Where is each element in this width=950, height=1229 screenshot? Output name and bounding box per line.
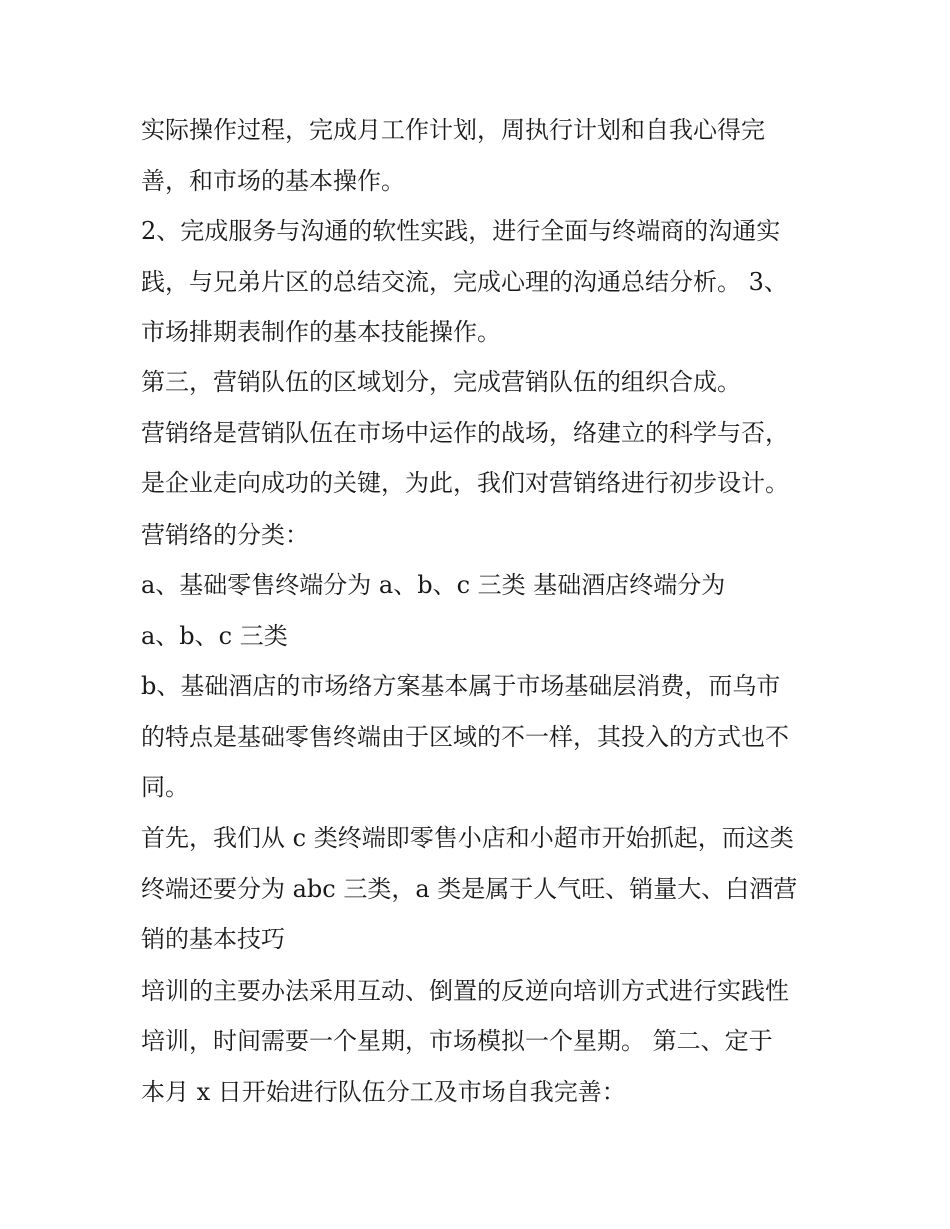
text-line: 2、完成服务与沟通的软性实践，进行全面与终端商的沟通实	[141, 217, 781, 245]
text-line: 的特点是基础零售终端由于区域的不一样，其投入的方式也不	[141, 723, 789, 751]
text-line: 践，与兄弟片区的总结交流，完成心理的沟通总结分析。 3、	[141, 268, 788, 296]
text-line: 是企业走向成功的关键，为此，我们对营销络进行初步设计。	[141, 469, 789, 497]
text-line: 善，和市场的基本操作。	[141, 167, 405, 195]
text-line: a、b、c 三类	[141, 622, 288, 650]
text-line: a、基础零售终端分为 a、b、c 三类 基础酒店终端分为	[141, 571, 726, 599]
text-line: 培训的主要办法采用互动、倒置的反逆向培训方式进行实践性	[141, 977, 789, 1005]
text-line: 营销络的分类：	[141, 521, 309, 549]
text-line: 销的基本技巧	[141, 925, 285, 953]
text-line: 市场排期表制作的基本技能操作。	[141, 318, 501, 346]
text-line: 培训，时间需要一个星期，市场模拟一个星期。 第二、定于	[141, 1027, 773, 1055]
text-line: 实际操作过程，完成月工作计划，周执行计划和自我心得完	[141, 116, 765, 144]
text-line: 首先，我们从 c 类终端即零售小店和小超市开始抓起，而这类	[141, 824, 794, 852]
text-line: 营销络是营销队伍在市场中运作的战场，络建立的科学与否，	[141, 419, 789, 447]
text-line: 第三，营销队伍的区域划分，完成营销队伍的组织合成。	[141, 368, 741, 396]
text-line: 终端还要分为 abc 三类，a 类是属于人气旺、销量大、白酒营	[141, 875, 798, 903]
text-line: 同。	[141, 773, 189, 801]
text-line: 本月 x 日开始进行队伍分工及市场自我完善：	[141, 1078, 626, 1106]
text-line: b、基础酒店的市场络方案基本属于市场基础层消费，而乌市	[141, 672, 781, 700]
